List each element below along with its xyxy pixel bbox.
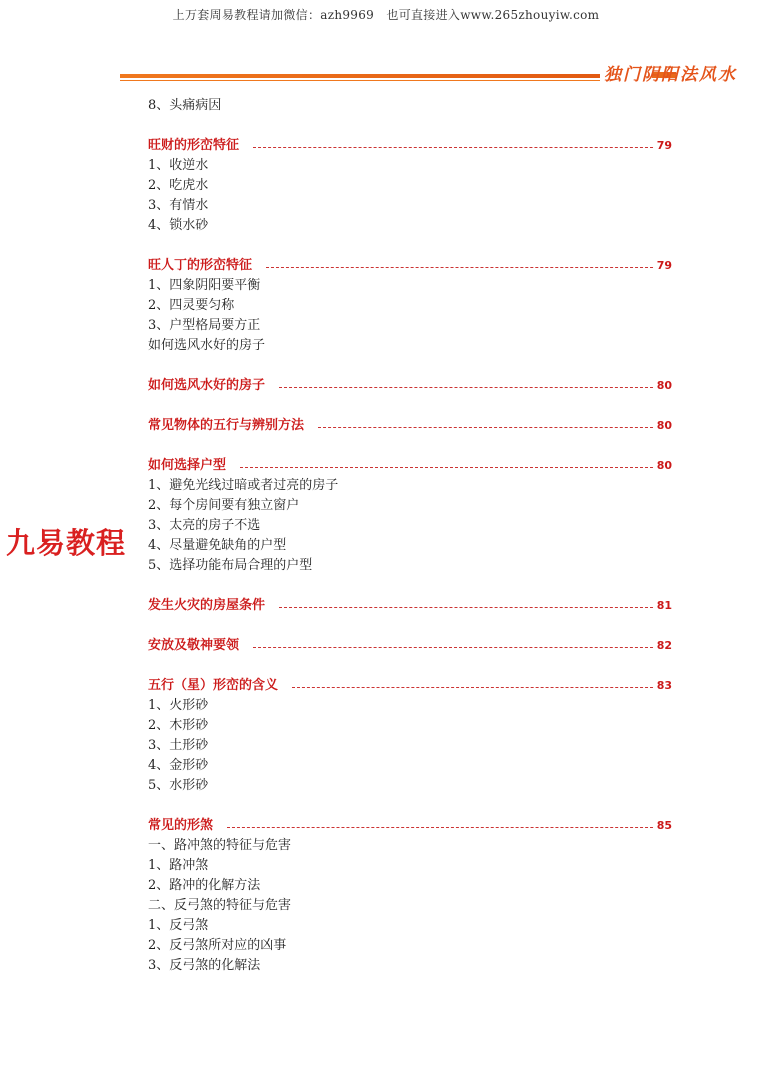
toc-item: 1、避免光线过暗或者过亮的房子 [148,478,339,493]
toc-item: 一、路冲煞的特征与危害 [148,838,292,853]
toc-page-number: 81 [656,599,672,612]
toc-spacer [148,396,672,416]
toc-section-title: 安放及敬神要领 [148,638,240,653]
toc-section-title: 五行（星）形峦的含义 [148,678,279,693]
header-rule-thin [120,80,600,81]
toc-item: 1、路冲煞 [148,858,209,873]
toc-spacer [148,576,672,596]
toc-page-number: 79 [656,259,672,272]
toc-item: 4、金形砂 [148,758,209,773]
toc-item: 5、选择功能布局合理的户型 [148,558,313,573]
toc-item: 如何选风水好的房子 [148,338,266,353]
toc-page-number: 82 [656,639,672,652]
toc-section-title: 如何选择户型 [148,458,227,473]
toc-item: 1、反弓煞 [148,918,209,933]
toc-spacer [148,796,672,816]
toc-section-entry[interactable] [148,136,672,156]
toc-item: 2、四灵要匀称 [148,298,235,313]
watermark-logo: 九易教程 [6,526,127,560]
toc-dot-leader [253,147,653,148]
toc-spacer [148,236,672,256]
toc-item: 4、尽量避免缺角的户型 [148,538,287,553]
toc-section-entry[interactable] [148,636,672,656]
toc-item: 3、户型格局要方正 [148,318,261,333]
toc-item: 8、头痛病因 [148,98,222,113]
toc-item: 3、太亮的房子不选 [148,518,261,533]
toc-item: 5、水形砂 [148,778,209,793]
toc-section-entry[interactable] [148,376,672,396]
toc-section-title: 常见的形煞 [148,818,214,833]
toc-spacer [148,616,672,636]
toc-section-title: 旺人丁的形峦特征 [148,258,253,273]
toc-spacer [148,356,672,376]
toc-section-title: 如何选风水好的房子 [148,378,266,393]
toc-item: 1、火形砂 [148,698,209,713]
toc-item: 2、木形砂 [148,718,209,733]
toc-dot-leader [279,607,653,608]
toc-dot-leader [266,267,653,268]
toc-page-number: 80 [656,379,672,392]
toc-item: 1、四象阴阳要平衡 [148,278,261,293]
toc-page-number: 80 [656,419,672,432]
toc-page-number: 80 [656,459,672,472]
toc-page-number: 83 [656,679,672,692]
toc-section-entry[interactable] [148,456,672,476]
toc-section-title: 发生火灾的房屋条件 [148,598,266,613]
toc-spacer [148,656,672,676]
header-rule-thick [120,74,600,78]
header-title: 独门阴阳法风水 [604,65,737,85]
toc-item: 3、土形砂 [148,738,209,753]
toc-item: 3、反弓煞的化解法 [148,958,261,973]
header-bar [120,64,737,85]
toc-spacer [148,116,672,136]
toc-item: 3、有情水 [148,198,209,213]
toc-spacer [148,436,672,456]
toc-item: 4、锁水砂 [148,218,209,233]
toc-item: 二、反弓煞的特征与危害 [148,898,292,913]
toc-page-number: 85 [656,819,672,832]
toc-item: 2、每个房间要有独立窗户 [148,498,300,513]
toc-dot-leader [318,427,653,428]
toc-item: 2、路冲的化解方法 [148,878,261,893]
toc-dot-leader [253,647,653,648]
table-of-contents [148,96,672,976]
toc-item: 1、收逆水 [148,158,209,173]
toc-dot-leader [279,387,653,388]
toc-item: 2、反弓煞所对应的凶事 [148,938,287,953]
toc-section-entry[interactable] [148,256,672,276]
toc-section-entry[interactable] [148,416,672,436]
toc-section-title: 常见物体的五行与辨别方法 [148,418,305,433]
toc-section-entry[interactable] [148,816,672,836]
top-note: 上万套周易教程请加微信：azh9969 也可直接进入www.265zhouyiw.com [172,8,600,22]
toc-section-entry[interactable] [148,676,672,696]
toc-dot-leader [227,827,653,828]
toc-section-title: 旺财的形峦特征 [148,138,240,153]
toc-dot-leader [292,687,653,688]
toc-item: 2、吃虎水 [148,178,209,193]
toc-section-entry[interactable] [148,596,672,616]
toc-page-number: 79 [656,139,672,152]
toc-dot-leader [240,467,653,468]
